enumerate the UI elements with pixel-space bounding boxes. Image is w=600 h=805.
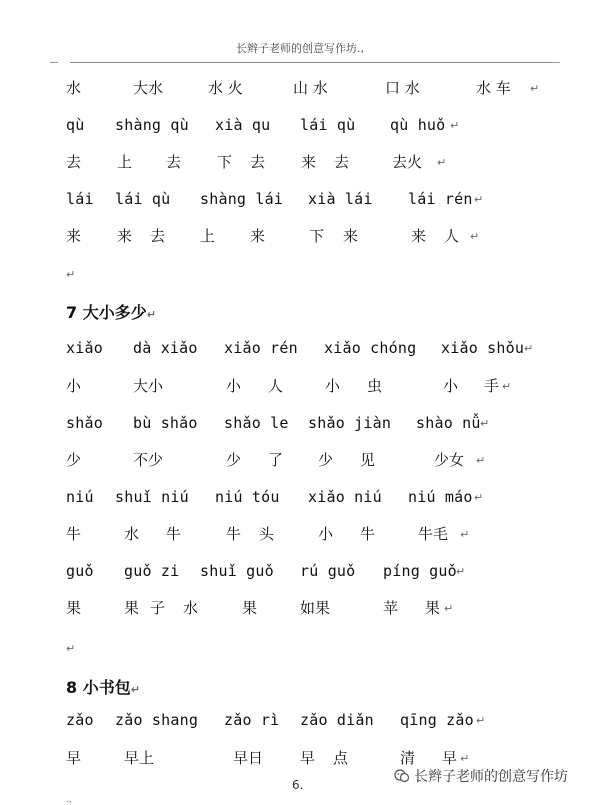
hanzi-word: 小 — [318, 525, 334, 543]
hanzi-row — [0, 450, 600, 474]
hanzi-word: 小 — [66, 377, 82, 395]
paragraph-mark: ↵ — [474, 193, 484, 206]
pinyin-word: lái rén — [408, 190, 473, 208]
hanzi-word: 去火 — [392, 153, 423, 171]
hanzi-word: 水 — [124, 525, 140, 543]
blank-line-mark: ↵ — [66, 642, 76, 655]
hanzi-word: 虫 — [367, 377, 383, 395]
paragraph-mark: ↵ — [524, 342, 534, 355]
hanzi-word: 牛 — [360, 525, 376, 543]
hanzi-word: 来 — [301, 153, 317, 171]
hanzi-word: 来 — [117, 227, 133, 245]
pinyin-word: xiǎo rén — [224, 339, 298, 357]
pinyin-word: qù huǒ — [390, 116, 446, 134]
pinyin-word: niú — [66, 488, 94, 506]
hanzi-word: 上 — [117, 153, 133, 171]
hanzi-word: 去 — [166, 153, 182, 171]
hanzi-word: 见 — [360, 451, 376, 469]
pinyin-word: lái qù — [115, 190, 171, 208]
pinyin-word: zǎo shang — [115, 711, 199, 729]
hanzi-row — [0, 226, 600, 250]
blank-line-mark: ↵ — [66, 268, 76, 281]
paragraph-mark: ↵ — [460, 528, 470, 541]
hanzi-word: 少女 — [434, 451, 465, 469]
hanzi-word: 去 — [66, 153, 82, 171]
pinyin-word: rú guǒ — [300, 562, 356, 580]
pinyin-word: qù — [66, 116, 85, 134]
hanzi-word: 去 — [250, 153, 266, 171]
page-number: 6. — [292, 778, 304, 792]
hanzi-word: 来 — [343, 227, 359, 245]
pinyin-word: xià qu — [215, 116, 271, 134]
hanzi-word: 水 车 — [476, 79, 511, 97]
wechat-icon — [394, 768, 410, 784]
pinyin-word: lái — [66, 190, 94, 208]
paragraph-mark: ↵ — [530, 82, 540, 95]
hanzi-row — [0, 78, 600, 102]
pinyin-word: guǒ zi — [124, 562, 180, 580]
hanzi-word: 大小 — [133, 377, 164, 395]
section-8-title: 8 小书包 — [66, 678, 131, 697]
hanzi-word: 果 — [425, 599, 441, 617]
pinyin-word: shǎo — [66, 414, 103, 432]
hanzi-word: 来 — [250, 227, 266, 245]
section-7-heading: 7 大小多少↵ — [66, 303, 156, 322]
hanzi-row — [0, 524, 600, 548]
pinyin-word: xiǎo niú — [308, 488, 382, 506]
pinyin-row — [0, 338, 600, 362]
hanzi-word: 果 — [124, 599, 140, 617]
hanzi-word: 清 — [400, 749, 416, 767]
pinyin-row — [0, 487, 600, 511]
corner-mark-left — [50, 62, 58, 71]
pinyin-word: shǎo le — [224, 414, 289, 432]
hanzi-word: 了 — [268, 451, 284, 469]
pinyin-word: guǒ — [66, 562, 94, 580]
hanzi-word: 来 — [66, 227, 82, 245]
pinyin-word: niú tóu — [215, 488, 280, 506]
hanzi-word: 人 — [444, 227, 460, 245]
hanzi-word: 早 — [442, 749, 458, 767]
paragraph-mark: ↵ — [480, 417, 490, 430]
pinyin-row — [0, 561, 600, 585]
page-header: 长辫子老师的创意写作坊., — [236, 42, 364, 55]
hanzi-row — [0, 152, 600, 176]
hanzi-word: 苹 — [383, 599, 399, 617]
pinyin-word: dà xiǎo — [133, 339, 198, 357]
hanzi-word: 去 — [150, 227, 166, 245]
hanzi-word: 不少 — [133, 451, 164, 469]
corner-mark-right — [552, 62, 560, 71]
hanzi-word: 果 — [242, 599, 258, 617]
pinyin-row — [0, 189, 600, 213]
pinyin-word: shào nǚ — [416, 414, 481, 432]
section-7-title: 7 大小多少 — [66, 303, 147, 322]
hanzi-row — [0, 376, 600, 400]
hanzi-word: 山 水 — [293, 79, 328, 97]
pinyin-row — [0, 115, 600, 139]
hanzi-word: 少 — [66, 451, 82, 469]
header-rule — [70, 62, 555, 63]
pinyin-word: shuǐ niú — [115, 488, 189, 506]
pinyin-word: qīng zǎo — [400, 711, 474, 729]
pinyin-word: zǎo — [66, 711, 94, 729]
pinyin-word: lái qù — [300, 116, 356, 134]
hanzi-word: 去 — [334, 153, 350, 171]
hanzi-word: 如果 — [300, 599, 331, 617]
pinyin-word: shàng lái — [200, 190, 284, 208]
hanzi-word: 果 — [66, 599, 82, 617]
pinyin-word: bù shǎo — [133, 414, 198, 432]
paragraph-mark: ↵ — [476, 714, 486, 727]
hanzi-word: 下 — [217, 153, 233, 171]
hanzi-word: 牛 — [66, 525, 82, 543]
hanzi-word: 子 — [150, 599, 166, 617]
paragraph-mark: ↵ — [444, 602, 454, 615]
paragraph-mark: ↵ — [474, 491, 484, 504]
paragraph-mark: ↵ — [476, 454, 486, 467]
pinyin-word: zǎo diǎn — [300, 711, 374, 729]
hanzi-word: 小 — [226, 377, 242, 395]
pinyin-word: xiǎo chóng — [324, 339, 417, 357]
pinyin-word: shuǐ guǒ — [200, 562, 274, 580]
pinyin-word: zǎo rì — [224, 711, 280, 729]
pinyin-word: niú máo — [408, 488, 473, 506]
paragraph-mark: ↵ — [460, 752, 470, 765]
paragraph-mark: ↵ — [456, 565, 466, 578]
hanzi-word: 点 — [333, 749, 349, 767]
pinyin-row — [0, 413, 600, 437]
pinyin-word: píng guǒ — [383, 562, 457, 580]
hanzi-word: 人 — [268, 377, 284, 395]
hanzi-word: 大水 — [133, 79, 164, 97]
hanzi-word: 上 — [200, 227, 216, 245]
pinyin-word: xiǎo — [66, 339, 103, 357]
hanzi-word: 下 — [309, 227, 325, 245]
watermark — [394, 766, 568, 786]
hanzi-word: 牛毛 — [418, 525, 449, 543]
hanzi-word: 头 — [259, 525, 275, 543]
pinyin-row — [0, 710, 600, 734]
hanzi-row — [0, 598, 600, 622]
hanzi-word: 牛 — [166, 525, 182, 543]
watermark-text: 长辫子老师的创意写作坊 — [414, 769, 568, 785]
hanzi-word: 少 — [226, 451, 242, 469]
pinyin-word: shǎo jiàn — [308, 414, 392, 432]
hanzi-word: 早 — [300, 749, 316, 767]
hanzi-word: 早上 — [124, 749, 155, 767]
hanzi-word: 口 水 — [385, 79, 420, 97]
hanzi-word: 水 火 — [208, 79, 243, 97]
hanzi-word: 早日 — [233, 749, 264, 767]
hanzi-word: 手 — [484, 377, 500, 395]
pinyin-word: shàng qù — [115, 116, 189, 134]
hanzi-word: 小 — [325, 377, 341, 395]
hanzi-word: 来 — [411, 227, 427, 245]
hanzi-word: 水 — [183, 599, 199, 617]
paragraph-mark: ↵ — [470, 230, 480, 243]
hanzi-word: 小 — [443, 377, 459, 395]
paragraph-mark: ↵ — [502, 380, 512, 393]
paragraph-mark: ↵ — [450, 119, 460, 132]
hanzi-word: 少 — [318, 451, 334, 469]
pinyin-word: xiǎo shǒu — [441, 339, 525, 357]
paragraph-mark: ↵ — [437, 156, 447, 169]
bottom-mark: ., — [66, 795, 72, 805]
hanzi-word: 水 — [66, 79, 82, 97]
hanzi-word: 早 — [66, 749, 82, 767]
section-8-heading: 8 小书包↵ — [66, 678, 140, 697]
pinyin-word: xià lái — [308, 190, 373, 208]
hanzi-word: 牛 — [226, 525, 242, 543]
